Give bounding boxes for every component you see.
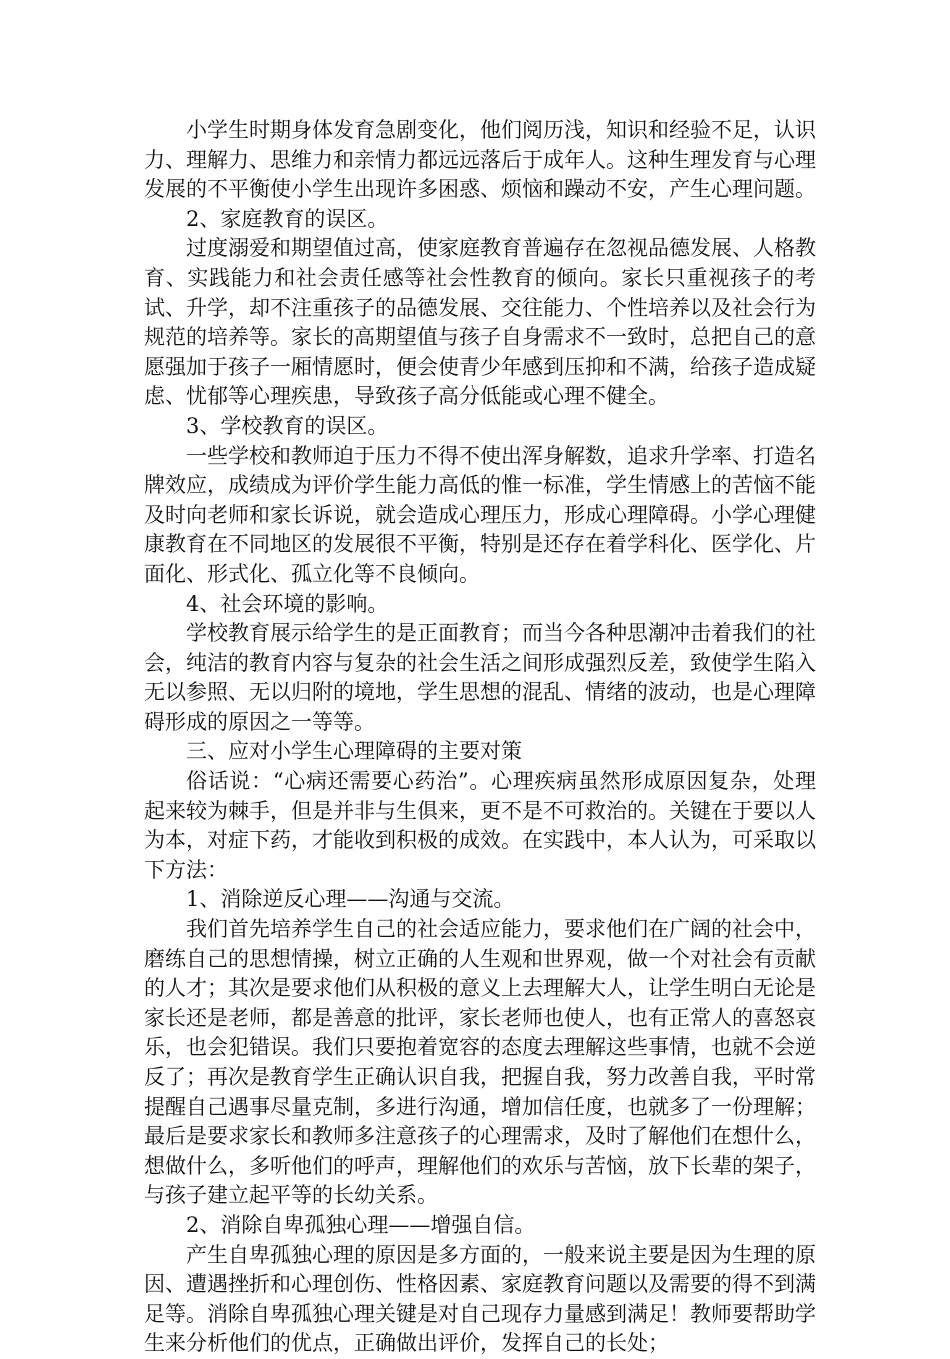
paragraph-inferiority: 产生自卑孤独心理的原因是多方面的，一般来说主要是因为生理的原因、遭遇挫折和心理创伤、性格因素、家庭教育问题以及需要的得不到满足等。消除自卑孤独心理关键是对自己现存力量感到满足！教师要帮助学生来分析他们的优点，正确做出评价，发挥自己的长处； [144,1242,816,1356]
paragraph-intro: 小学生时期身体发育急剧变化，他们阅历浅，知识和经验不足，认识力、理解力、思维力和亲情力都远远落后于成年人。这种生理发育与心理发展的不平衡使小学生出现许多困惑、烦恼和躁动不安，产生心理问题。 [144,118,816,202]
section-heading-countermeasures: 三、应对小学生心理障碍的主要对策 [186,739,522,764]
paragraph-countermeasures-intro: 俗话说：“心病还需要心药治”。心理疾病虽然形成原因复杂，处理起来较为棘手，但是并非与生俱来，更不是不可救治的。关键在于要以人为本，对症下药，才能收到积极的成效。在实践中，本人认为，可采取以下方法： [144,769,816,882]
section-heading-inferiority: 2、消除自卑孤独心理——增强自信。 [186,1212,536,1237]
paragraph-social-environment: 学校教育展示给学生的是正面教育；而当今各种思潮冲击着我们的社会，纯洁的教育内容与复杂的社会生活之间形成强烈反差，致使学生陷入无以参照、无以归附的境地，学生思想的混乱、情绪的波动，也是心理障碍形成的原因之一等等。 [144,621,816,734]
section-heading-family-education: 2、家庭教育的误区。 [186,206,389,231]
paragraph-rebellious-mentality: 我们首先培养学生自己的社会适应能力，要求他们在广阔的社会中，磨练自己的思想情操，树立正确的人生观和世界观，做一个对社会有贡献的人才；其次是要求他们从积极的意义上去理解大人，让学生明白无论是家长还是老师，都是善意的批评，家长老师也使人，也有正常人的喜怒哀乐，也会犯错误。我们只要抱着宽容的态度去理解这些事情，也就不会逆反了；再次是教育学生正确认识自我，把握自我，努力改善自我，平时常提醒自己遇事尽量克制，多进行沟通，增加信任度，也就多了一份理解；最后是要求家长和教师多注意孩子的心理需求，及时了解他们在想什么，想做什么，多听他们的呼声，理解他们的欢乐与苦恼，放下长辈的架子，与孩子建立起平等的长幼关系。 [144,917,816,1208]
section-heading-school-education: 3、学校教育的误区。 [186,413,389,438]
paragraph-school-education: 一些学校和教师迫于压力不得不使出浑身解数，追求升学率、打造名牌效应，成绩成为评价学生能力高低的惟一标准，学生情感上的苦恼不能及时向老师和家长诉说，就会造成心理压力，形成心理障碍。小学心理健康教育在不同地区的发展很不平衡，特别是还存在着学科化、医学化、片面化、形式化、孤立化等不良倾向。 [144,443,816,586]
document-page [144,116,816,1359]
section-heading-rebellious-mentality: 1、消除逆反心理——沟通与交流。 [186,887,515,912]
paragraph-family-education: 过度溺爱和期望值过高，使家庭教育普遍存在忽视品德发展、人格教育、实践能力和社会责任感等社会性教育的倾向。家长只重视孩子的考试、升学，却不注重孩子的品德发展、交往能力、个性培养以及社会行为规范的培养等。家长的高期望值与孩子自身需求不一致时，总把自己的意愿强加于孩子一厢情愿时，便会使青少年感到压抑和不满，给孩子造成疑虑、忧郁等心理疾患，导致孩子高分低能或心理不健全。 [144,236,816,409]
section-heading-social-environment: 4、社会环境的影响。 [186,591,389,616]
